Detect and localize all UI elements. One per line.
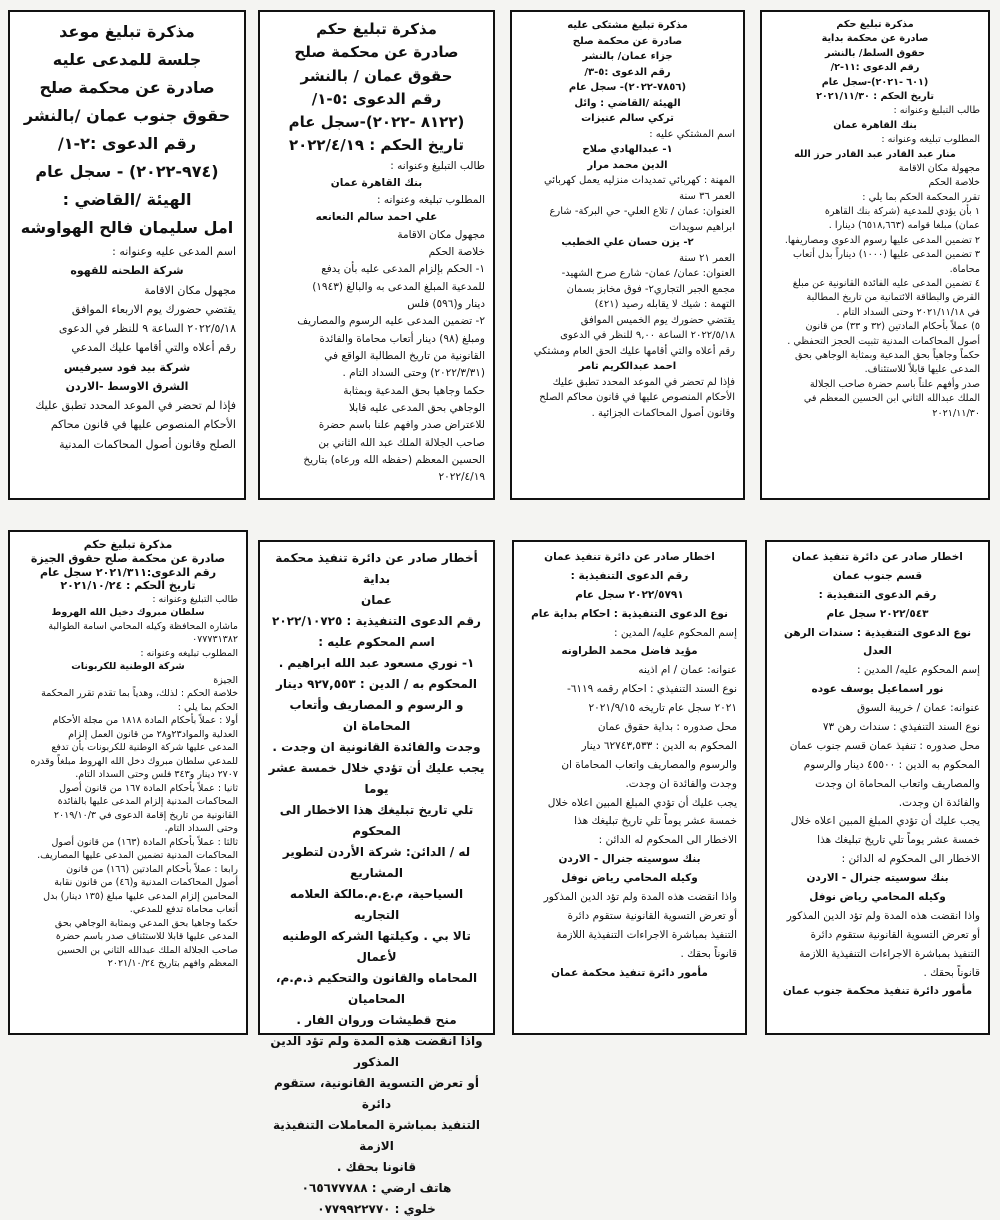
line: المحكوم به / الدين : ٩٢٧,٥٥٣ دينار: [276, 677, 477, 691]
line: للاعتراض صدر وافهم علنا باسم حضرة: [318, 419, 485, 432]
defendant-name: منار عبد القادر عبد القادر حرز الله: [794, 148, 956, 160]
line: المحاكمات المدنية تضمين المدعى عليها المصاريف.: [37, 850, 238, 862]
line: وجدت والفائدة القانونية ان وجدت .: [272, 740, 481, 754]
case-type: نوع الدعوى التنفيذية : احكام بداية عام: [531, 607, 728, 620]
notice-title: مذكرة تبليغ موعد: [59, 22, 195, 41]
line: عنوانه: عمان / خريبة السوق: [856, 702, 980, 715]
line: المحامين إلزام المدعى عليها مبلغ (١٣٥ دينار) بدل: [43, 890, 238, 902]
line: واذا انقضت هذه المدة ولم تؤد الدين المذكور: [270, 1034, 483, 1069]
line: يقتضي حضورك يوم الاربعاء الموافق: [71, 302, 236, 316]
line: مجمع الجبر التجاري٢- فوق مخابز بسمان: [566, 283, 735, 295]
court-branch: حقوق السلط/ بالنشر: [825, 47, 925, 59]
line: وقانون أصول المحاكمات الجزائية .: [591, 407, 735, 419]
line: المطلوب تبليغه وعنوانه :: [881, 134, 980, 146]
line: و الرسوم و المصاريف وأتعاب المحاماة ان: [289, 698, 464, 733]
defendant-name: شركة الوطنية للكربونات: [71, 661, 185, 673]
court-name: صادرة عن محكمة صلح: [39, 78, 215, 97]
debtor-name: ١- نوري مسعود عبد الله ابراهيم .: [278, 656, 475, 670]
notice-title: أخطار صادر عن دائرة تنفيذ محكمة بداية: [275, 551, 478, 586]
landline-phone: هاتف ارضي : ٠٦٥٦٧٧٧٨٨: [301, 1181, 452, 1195]
notice-subtitle: جلسة للمدعى عليه: [52, 50, 202, 69]
line: واذا انقضت هذه المدة ولم تؤد الدين المذكور: [543, 891, 737, 904]
line: ٠٧٧٧٣١٣٨٢: [192, 634, 238, 646]
line: للمدعية المبلغ المدعى به والبالغ (١٩٤٣): [312, 280, 485, 293]
line: إسم المحكوم عليه/ المدين :: [857, 664, 980, 677]
line: تلي تاريخ تبليغك هذا الاخطار الى المحكوم: [279, 803, 474, 838]
line: ٢٠٢١/١١/٣٠: [932, 407, 980, 419]
line: صدر وأفهم علناً باسم حضرة صاحب الجلالة: [809, 378, 980, 390]
plaintiff-name-cont: الشرق الاوسط -الاردن: [65, 379, 189, 393]
line: قانوناً بحقك .: [680, 947, 737, 960]
officer-signature: مأمور دائرة تنفيذ محكمة جنوب عمان: [782, 985, 973, 998]
line: مجهول مكان الاقامة: [397, 228, 485, 241]
case-label: رقم الدعوى التنفيذية :: [818, 588, 937, 601]
accused-1: ١- عبدالهادي صلاح: [582, 144, 673, 155]
line: حكماً وجاهياً بحق المدعية وبمثابة الوجاهي بحق: [795, 349, 980, 361]
line: المحكوم به الدين : ٤٥٥٠٠ دينار والرسوم: [803, 758, 980, 771]
complainant-name: احمد عبدالكريم تامر: [578, 361, 677, 372]
plaintiff-name: شركة بيد فود سيرفيس: [63, 360, 191, 374]
judge-label: الهيئة /القاضي :: [62, 190, 192, 209]
plaintiff-name: سلطان مبروك دخيل الله الهروط: [51, 607, 205, 619]
judgment-date: تاريخ الحكم : ٢٠٢١/١٠/٢٤: [60, 579, 196, 593]
line: الحكم بما يلي :: [177, 701, 238, 713]
case-number: رقم الدعوى :١١-٢/: [830, 62, 920, 74]
line: الحسين المعظم (حفظه الله ورعاه) بتاريخ: [303, 453, 485, 466]
line: العمر ٢١ سنة: [679, 252, 735, 264]
line: ثانيا : عملاً بأحكام المادة ١٦٧ من قانون أصول: [59, 782, 238, 794]
judgment-date: تاريخ الحكم : ٢٠٢١/١١/٣٠: [816, 90, 934, 102]
judgment-notice-salt: [760, 10, 990, 500]
line: الملك عبدالله الثاني ابن الحسين المعظم في: [803, 393, 980, 405]
case-type: نوع الدعوى التنفيذية : سندات الرهن: [783, 626, 972, 639]
line: القرض والبطاقة الائتمانية من تاريخ المطالبة: [806, 292, 980, 304]
line: المدعى عليها قابلا للاستئناف صدر باسم حضرة: [55, 931, 238, 943]
line: نوع السند التنفيذي : سندات رهن ٧٣: [822, 721, 980, 734]
accused-1-cont: الدين محمد مرار: [587, 159, 668, 171]
line: العنوان: عمان / تلاع العلي- حي البركة- شارع: [549, 206, 735, 217]
line: تقرر المحكمة الحكم بما يلي :: [862, 191, 980, 203]
line: طالب التبليغ وعنوانه :: [152, 594, 238, 605]
line: التنفيذ بمباشرة الاجراءات التنفيذية اللازمة: [556, 928, 737, 941]
line: التنفيذ بمباشرة المعاملات التنفيذية الازمة: [273, 1118, 480, 1153]
line: التنفيذ بمباشرة الاجراءات التنفيذية اللازمة: [799, 947, 980, 960]
plaintiff-name: بنك القاهرة عمان: [330, 176, 423, 189]
judge-name: تركي سالم عنيزات: [581, 113, 674, 124]
line: في ٢٠٢١/١١/١٨ وحتى السداد التام .: [836, 306, 980, 318]
line: منح قطيشات وروان الفار .: [296, 1013, 457, 1027]
line: خمسة عشر يوماً تلي تاريخ تبليغك هذا: [817, 834, 980, 847]
line: المحاماه والقانون والتحكيم ذ.م.م، المحاميان: [275, 971, 478, 1006]
case-type-cont: العدل: [863, 645, 892, 658]
line: ٢ تضمين المدعى عليها رسوم الدعوى ومصاريفها.: [784, 234, 980, 246]
line: رقم أعلاه والتي أقامها عليك الحق العام ومشتكي: [533, 345, 735, 357]
execution-notice-first-instance: [258, 540, 495, 1216]
line: وجدت والفائدة ان وجدت.: [625, 777, 737, 790]
line: ٢٠٢٢/٤/١٩: [438, 471, 485, 484]
line: حكما وجاهيا بحق المدعي وبمثابة الوجاهي بحق: [54, 917, 238, 929]
case-number: ٢٠٢٢/٥٧٩١ سجل عام: [575, 588, 684, 601]
line: رقم أعلاه والتي أقامها عليك المدعي: [71, 341, 236, 355]
notice-title: مذكرة تبليغ حكم: [316, 20, 437, 38]
line: طالب التبليغ وعنوانه :: [893, 105, 980, 117]
department: قسم جنوب عمان: [832, 569, 923, 582]
mobile-phone: خلوي : ٠٧٧٩٩٢٢٧٧٠: [317, 1202, 436, 1216]
line: ماشاره المحافظة وكيله المحامي اسامة الطوالبة: [48, 620, 238, 632]
creditor-name: بنك سوسيته جنرال - الاردن: [806, 872, 949, 885]
line: رابعا : عملاً بأحكام المادتين (١٦٦) من قانون: [66, 863, 238, 875]
judgment-notice-jiza: [8, 530, 248, 1035]
court-name: صادرة عن محكمة صلح: [294, 43, 459, 62]
accused-notice-amman: [510, 10, 745, 500]
debtor-name: مؤيد فاضل محمد الطراونه: [561, 645, 698, 658]
line: محل صدوره : تنفيذ عمان قسم جنوب عمان: [789, 739, 980, 752]
plaintiff-name: بنك القاهرة عمان: [833, 119, 917, 131]
line: القانونية من تاريخ إقامة الدعوى في ٢٠١٩/١٠/٣: [53, 809, 238, 821]
line: يجب عليك أن تؤدي خلال خمسة عشر يوما: [268, 761, 485, 796]
case-register: (٩٧٤-٢٠٢٢) - سجل عام: [35, 162, 219, 181]
line: الأحكام المنصوص عليها في قانون محاكم: [50, 418, 236, 432]
execution-notice-amman: [512, 540, 747, 1035]
judge-name: امل سليمان فالح الهواوشه: [20, 218, 234, 237]
debtor-label: اسم المحكوم عليه :: [318, 635, 435, 649]
defendant-name: شركة الطحنه للقهوه: [70, 264, 184, 278]
court-branch: حقوق عمان / بالنشر: [300, 66, 453, 85]
line: فإذا لم تحضر في الموعد المحدد تطبق عليك: [552, 376, 735, 388]
case-label: رقم الدعوى التنفيذية :: [570, 569, 689, 582]
line: أو تعرض التسوية القانونية ستقوم دائرة: [567, 909, 737, 922]
notice-title: مذكرة تبليغ حكم: [83, 538, 173, 551]
line: المطلوب تبليغه وعنوانه :: [140, 647, 238, 659]
judgment-date: تاريخ الحكم : ٢٠٢٢/٤/١٩: [288, 136, 465, 155]
line: إسم المحكوم عليه/ المدين :: [614, 626, 737, 639]
line: الصلح وقانون أصول المحاكمات المدنية: [59, 437, 236, 451]
court-name: صادرة عن محكمة بداية: [821, 33, 929, 45]
line: المحكوم به الدين : ٦٢٧٤٣,٥٣٣ دينار: [581, 739, 737, 752]
court-branch: جزاء عمان/ بالنشر: [582, 51, 673, 62]
creditor-lawyer: وكيله المحامي رياض نوفل: [809, 891, 946, 904]
judgment-notice-amman: [258, 10, 495, 500]
line: ٢- تضمين المدعى عليه الرسوم والمصاريف: [297, 315, 485, 328]
creditor-name: بنك سوسيته جنرال - الاردن: [558, 853, 701, 866]
line: ١- الحكم بإلزام المدعى عليه بأن يدفع: [321, 263, 485, 276]
line: أو تعرض التسوية القانونية ستقوم دائرة: [810, 928, 980, 941]
case-register: (٦٠١ -٢٠٢١)-سجل عام: [821, 76, 929, 88]
line: ٢٠٢٢/٥/١٨ الساعة ٩,٠٠ للنظر في الدعوى: [560, 330, 735, 341]
line: خلاصة الحكم: [428, 246, 485, 259]
line: مجهول مكان الاقامة: [144, 283, 236, 297]
line: ٤ تضمين المدعى عليه الفائدة القانونية عن مبلغ: [792, 278, 980, 290]
case-register: (٨١٢٢ -٢٠٢٢)-سجل عام: [288, 113, 465, 131]
line: أصول المحاكمات المدنية تثبيت الحجز التحفظي .: [787, 335, 980, 347]
line: فإذا لم تحضر في الموعد المحدد تطبق عليك: [35, 399, 236, 412]
line: العنوان: عمان/ عمان- شارع صرح الشهيد-: [561, 268, 735, 279]
line: أولا : عملاً بأحكام المادة ١٨١٨ من مجلة الأحكام: [52, 715, 238, 727]
line: ٢٠٢٢/٥/١٨ الساعة ٩ للنظر في الدعوى: [58, 322, 236, 335]
court-name: صادرة عن محكمة صلح: [572, 35, 683, 47]
notice-title: مذكرة تبليغ حكم: [836, 19, 914, 30]
line: ومبلغ (٩٨) دينار أتعاب محاماة والفائدة: [319, 332, 485, 345]
line: عمان) مبلغا قوامه (٦٥١٨,٦٦٣) دينارا .: [828, 220, 980, 232]
line: المعظم وافهم بتاريخ ٢٠٢١/١٠/٢٤: [107, 958, 238, 970]
line: والرسوم والمصاريف واتعاب المحاماة ان: [561, 758, 737, 771]
line: المدعى عليها قابلاً للاستئناف.: [864, 364, 980, 376]
line: الاخطار الى المحكوم له الدائن :: [598, 834, 737, 847]
line: أو تعرض التسوية القانونية، ستقوم دائرة: [274, 1076, 479, 1111]
case-number: ٢٠٢٢/٥٤٣ سجل عام: [826, 607, 929, 620]
line: والمصاريف واتعاب المحاماة ان وجدت: [815, 777, 980, 790]
line: صاحب الجلالة الملك عبدالله الثاني بن الحسين: [56, 944, 238, 956]
line: وحتى السداد التام.: [164, 823, 238, 835]
line: عنوانه: عمان / ام اذينه: [638, 664, 737, 677]
hearing-notice-south-amman: [8, 10, 246, 500]
line: قانونا بحقك .: [336, 1160, 417, 1174]
line: المهنة : كهربائي تمديدات منزليه يعمل كهربائي: [543, 175, 735, 186]
line: المحاكمات المدنية إلزام المدعى عليها بالفائدة: [57, 796, 238, 808]
line: ابراهيم سويدات: [669, 221, 735, 233]
line: خلاصة الحكم: [928, 177, 980, 189]
case-number: رقم الدعوى :٢-١/: [57, 134, 197, 153]
line: حكما وجاهيا بحق المدعية وبمثابة: [343, 384, 485, 397]
line: يجب عليك أن تؤدي المبلغ المبين اعلاه خلال: [547, 796, 737, 809]
line: الاخطار الى المحكوم له الدائن :: [841, 853, 980, 866]
line: نوع السند التنفيذي : احكام رقمه ٦١١٩-: [566, 683, 737, 696]
line: ١ بأن يؤدي للمدعية (شركة بنك القاهرة: [824, 206, 980, 218]
line: التهمة : شيك لا يقابله رصيد (٤٢١): [594, 299, 735, 310]
line: ٣ تضمين المدعى عليها (١٠٠٠) ديناراً بدل أتعاب محاماة.: [792, 249, 980, 275]
line: الجيزة: [213, 674, 238, 686]
line: القانونية من تاريخ المطالبة الواقع في: [324, 349, 485, 362]
line: دينار و(٥٩٦) فلس: [407, 298, 485, 310]
line: ٢٧٠٧ دينار و٣٤٣ فلس وحتى السداد التام.: [75, 769, 238, 781]
line: خلاصة الحكم : لذلك، وهدياً بما تقدم تقرر المحكمة: [41, 688, 238, 700]
line: يقتضي حضورك يوم الخميس الموافق: [580, 314, 735, 326]
line: العمر ٣٦ سنة: [679, 190, 735, 202]
line: طالب التبليغ وعنوانه :: [390, 159, 485, 172]
line: قانوناً بحقك .: [923, 966, 980, 979]
case-number: رقم الدعوى التنفيذية : ٢٠٢٢/١٠٧٢٥: [272, 614, 481, 628]
line: السياحية، م.ع.م.مالكة العلامه التجاريه: [289, 887, 464, 922]
execution-notice-south-amman: [765, 540, 990, 1035]
court-branch: حقوق جنوب عمان /بالنشر: [23, 106, 231, 125]
line: العدلية والمواد٢٣و٢٨ من قانون العمل إلزام: [68, 728, 238, 740]
line: الأحكام المنصوص عليها في قانون محاكم الصلح: [539, 392, 735, 403]
officer-signature: مأمور دائرة تنفيذ محكمة عمان: [551, 966, 708, 979]
notice-title: مذكرة تبليغ مشتكى عليه: [567, 20, 688, 31]
line: ثالثا : عملاً بأحكام المادة (١٦٣) من قانون أصول: [51, 836, 238, 848]
creditor-lawyer: وكيله المحامي رياض نوفل: [561, 872, 698, 885]
line: أتعاب محاماة تدفع للمدعي.: [129, 904, 238, 916]
case-number: رقم الدعوى :٥-٣/: [584, 66, 671, 78]
debtor-name: نور اسماعيل يوسف عوده: [811, 683, 944, 696]
line: للمدعي سلطان مبروك دخل الله الهروط مبلغاً وقدره: [30, 755, 238, 767]
notice-title: اخطار صادر عن دائرة تنفيذ عمان: [792, 551, 963, 563]
line: الوجاهي بحق المدعى عليه قابلا: [349, 401, 485, 414]
line: (٢٠٢٢/٣/٣١) وحتى السداد التام .: [342, 367, 485, 380]
line: والفائدة ان وجدت.: [898, 796, 980, 809]
line: محل صدوره : بداية حقوق عمان: [597, 721, 737, 734]
line: يجب عليك أن تؤدي المبلغ المبين اعلاه خلال: [790, 815, 980, 828]
line: اسم المشتكي عليه :: [649, 128, 735, 140]
line: أصول المحاكمات المدنية و(٤٦) من قانون نقابة: [54, 877, 238, 889]
line: له / الدائن: شركة الأردن لتطوير المشاريع: [282, 845, 471, 880]
notice-title-cont: عمان: [361, 593, 392, 607]
line: اسم المدعى عليه وعنوانه :: [112, 245, 236, 258]
line: المدعى عليها شركة الوطنية للكربونات بأن تدفع: [51, 742, 238, 754]
accused-2: ٢- يزن حسان علي الخطيب: [561, 237, 694, 248]
case-register: (٧٨٥٦-٢٠٢٢)- سجل عام: [568, 82, 687, 93]
line: ٥) عملاً بأحكام المادتين (٣٢ و ٣٣) من قانون: [805, 321, 980, 333]
defendant-name: علي احمد سالم النعانعه: [315, 211, 438, 224]
line: تالا بي . وكيلتها الشركه الوطنيه لأعمال: [282, 929, 471, 964]
notice-title: اخطار صادر عن دائرة تنفيذ عمان: [544, 551, 715, 563]
line: واذا انقضت هذه المدة ولم تؤد الدين المذكور: [786, 909, 980, 922]
line: خمسة عشر يوماً تلي تاريخ تبليغك هذا: [574, 815, 737, 828]
line: مجهولة مكان الاقامة: [898, 162, 980, 174]
case-number: رقم الدعوى :٥-١/: [311, 89, 442, 108]
line: ٢٠٢١ سجل عام تاريخه ٢٠٢١/٩/١٥: [588, 702, 737, 715]
judge-label: الهيئة /القاضي : وائل: [574, 97, 681, 109]
court-name: صادرة عن محكمة صلح حقوق الجيزة: [30, 551, 226, 565]
line: المطلوب تبليغه وعنوانه :: [377, 194, 485, 207]
case-number: رقم الدعوى:٢٠٢١/٣١١ سجل عام: [39, 565, 217, 579]
line: صاحب الجلالة الملك عبد الله الثاني بن: [318, 436, 485, 449]
